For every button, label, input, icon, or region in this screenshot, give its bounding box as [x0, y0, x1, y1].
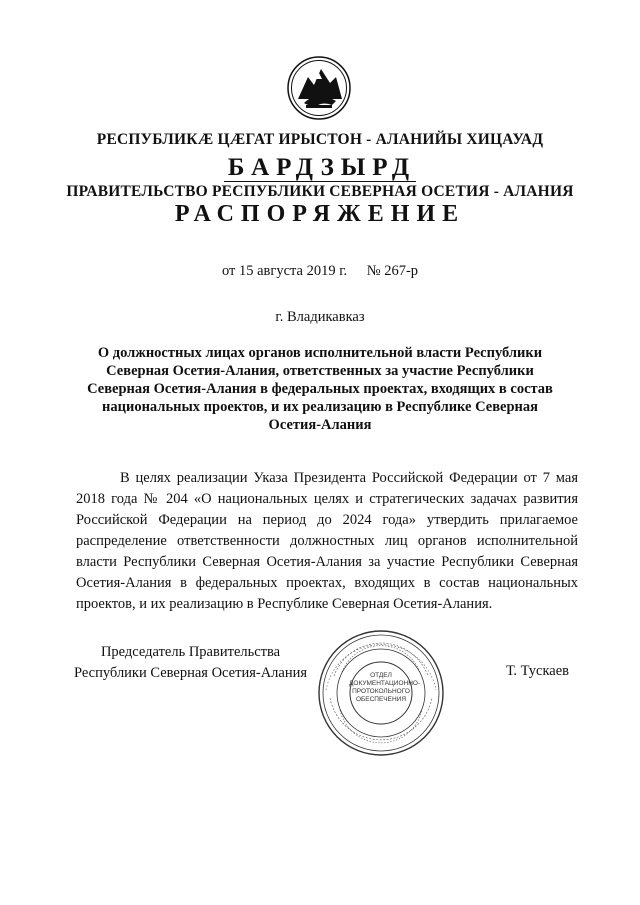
header-russian-title: РАСПОРЯЖЕНИЕ [174, 201, 466, 227]
seal-line1: ОТДЕЛ [370, 672, 392, 679]
seal-text [349, 672, 421, 704]
document-date-line [0, 263, 640, 280]
signature-title [74, 642, 307, 684]
header-ossetian-government: РЕСПУБЛИКӔ ЦӔГАТ ИРЫСТОН - АЛАНИЙЫ ХИЦАУАД [96, 131, 544, 148]
document-city: г. Владикавказ [275, 309, 365, 325]
document-body: В целях реализации Указа Президента Российской Федерации от 7 мая 2018 года № 204 «О национальных целях и стратегических задачах развития Российской Федерации на период до 2024 года» утвердить прилагаемое распределение ответственности должностных лиц органов исполнительной власти Республики Северная Осетия-Алания за участие Республики Северная Осетия-Алания в федеральных проектах, входящих в состав национальных проектов, и их реализацию в Республике Северная Осетия-Алания. [76, 470, 578, 612]
header-russian-government: ПРАВИТЕЛЬСТВО РЕСПУБЛИКИ СЕВЕРНАЯ ОСЕТИЯ - АЛАНИЯ [66, 183, 574, 200]
seal-line2: ДОКУМЕНТАЦИОННО- [349, 680, 421, 687]
document-date: от 15 августа 2019 г. [221, 263, 348, 279]
signature-name: Т. Тускаев [506, 663, 570, 679]
coat-of-arms-icon [286, 55, 352, 121]
header-ossetian-title-wrap [0, 154, 640, 182]
document-number: № 267-р [366, 263, 419, 279]
document-subject: О должностных лицах органов исполнительной власти Республики Северная Осетия-Алания, ответственных за участие Республики Северная Осетия-Алания в федеральных проектах, входящих в состав национальных проектов, и их реализацию в Республике Северная Осетия-Алания [87, 345, 553, 433]
signature-title-line2: Республики Северная Осетия-Алания [74, 665, 308, 681]
header-ossetian-title: БАРДЗЫРД [224, 155, 416, 182]
seal-line4: ОБЕСПЕЧЕНИЯ [355, 696, 407, 703]
signature-title-line1: Председатель Правительства [100, 644, 281, 660]
seal-line3: ПРОТОКОЛЬНОГО [352, 688, 410, 695]
